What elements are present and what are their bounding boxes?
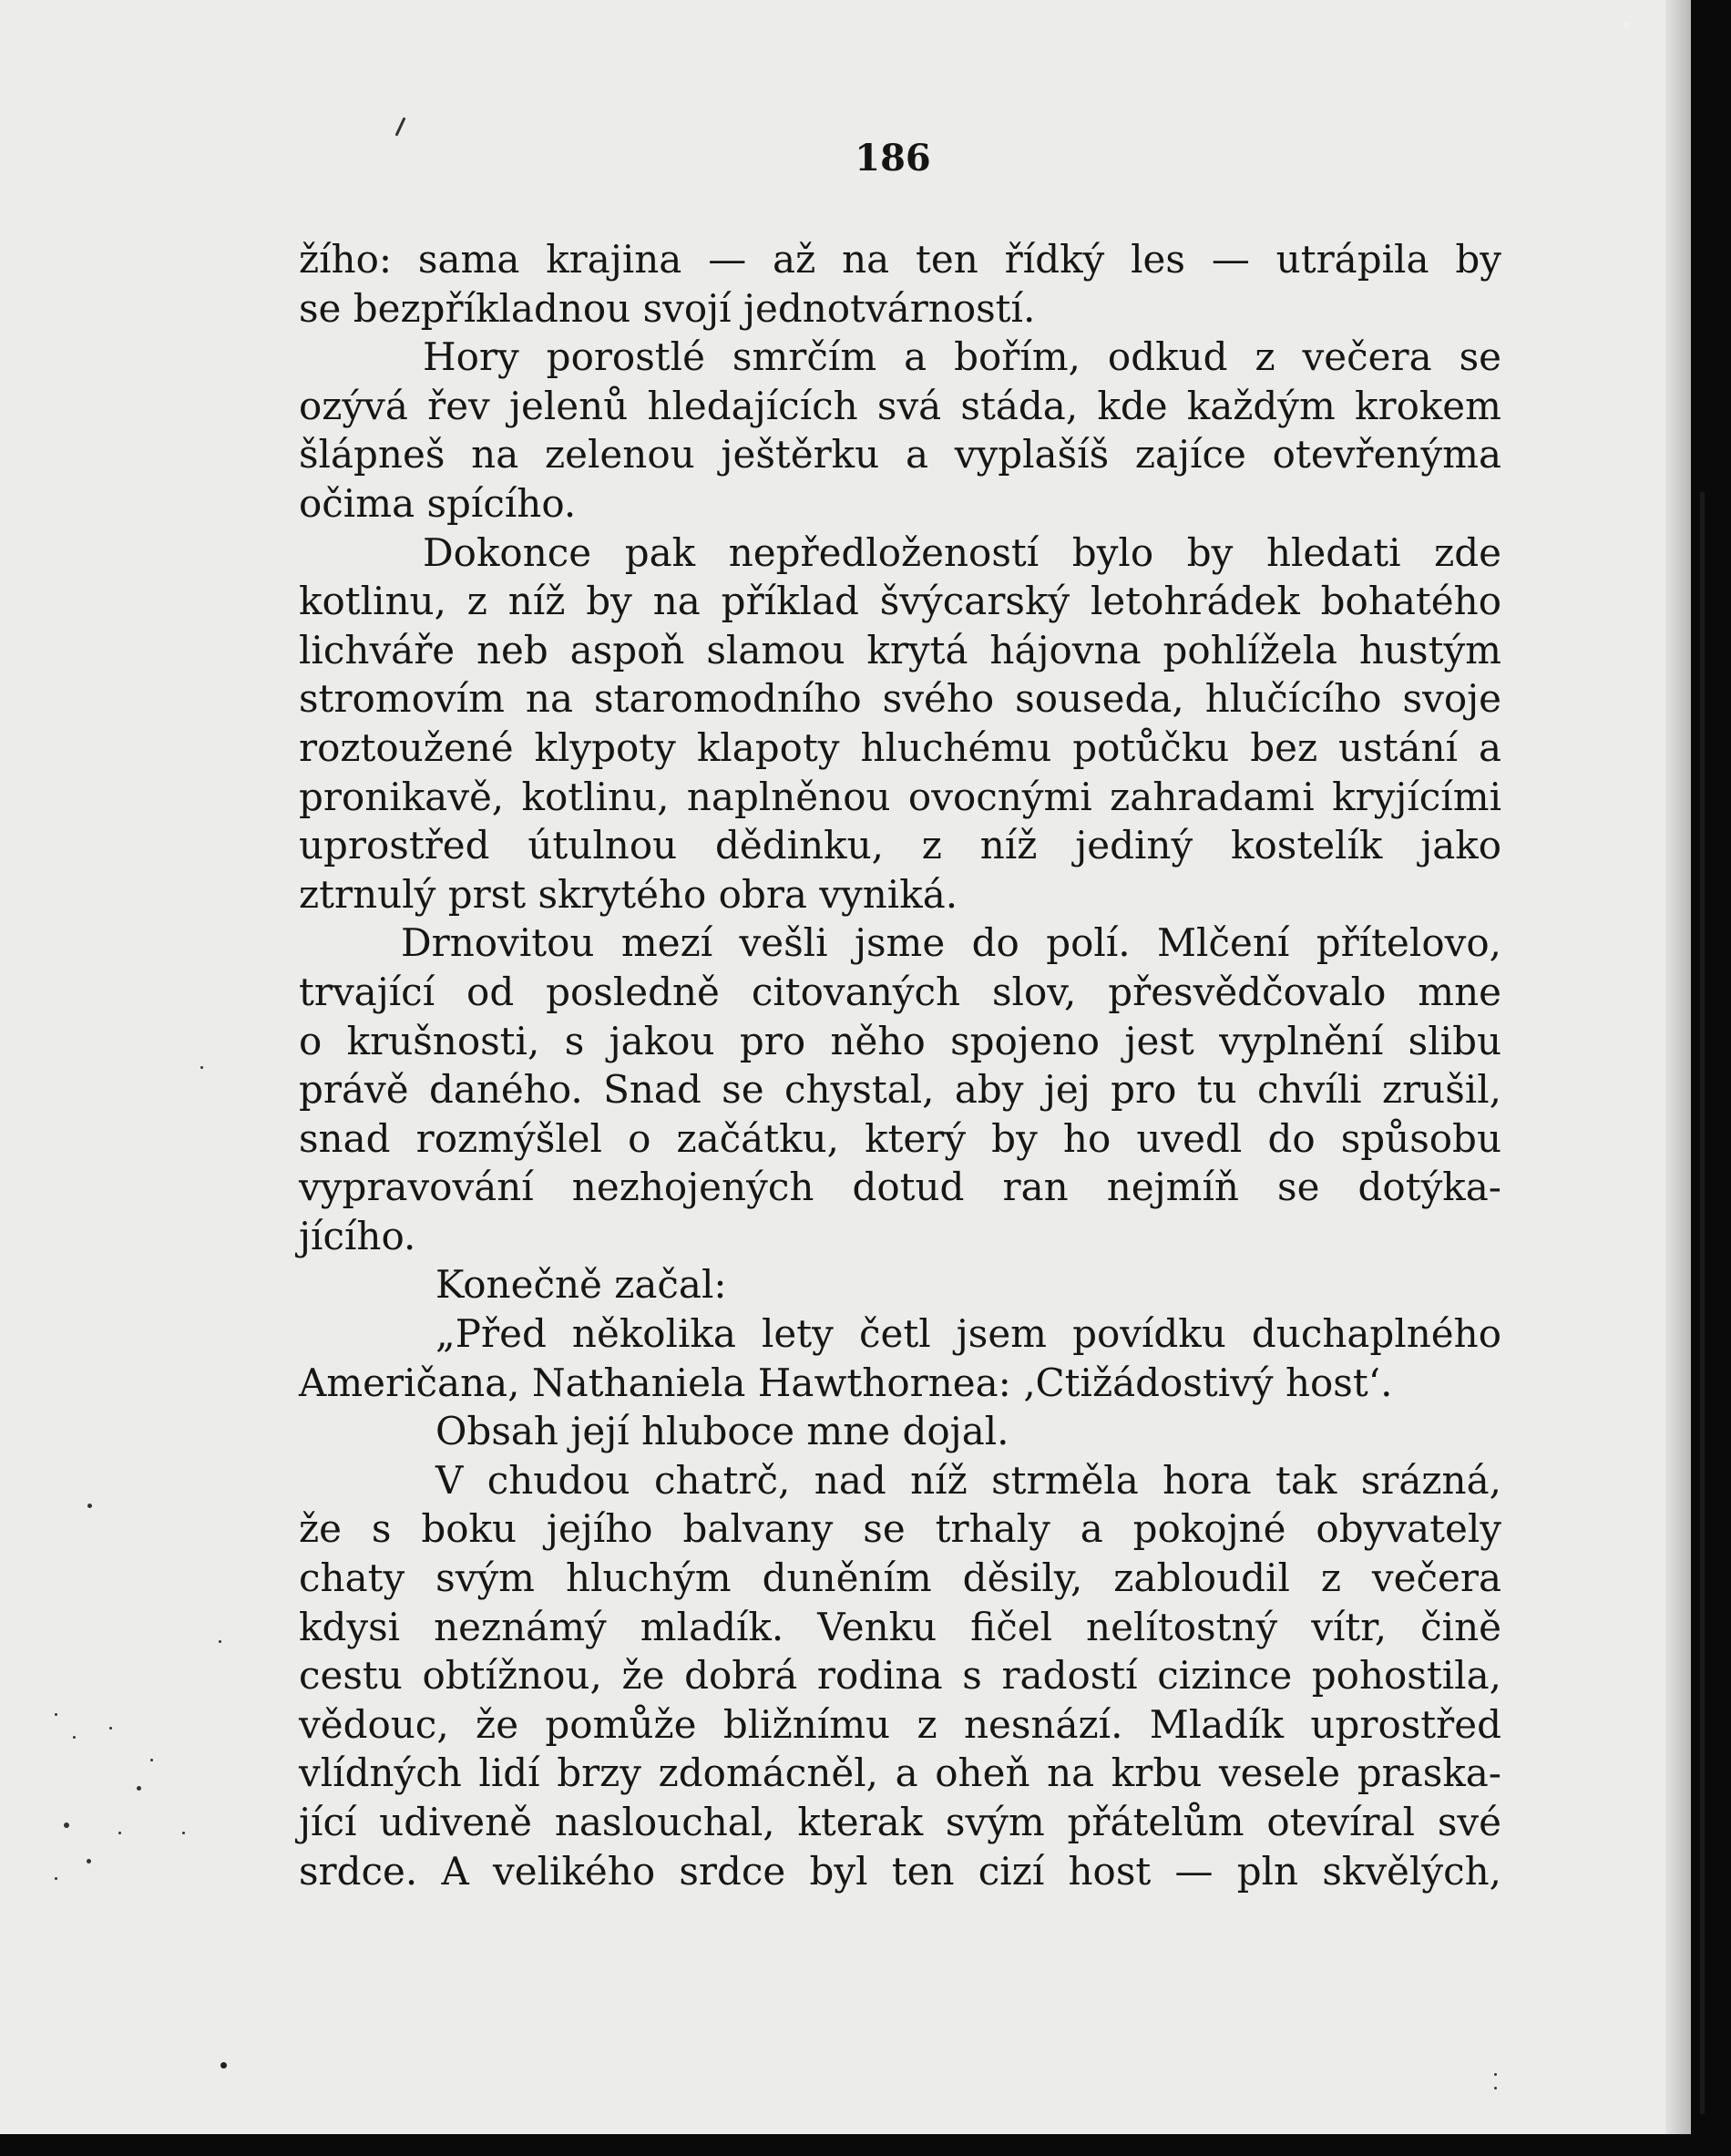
text-line: Obsah její hluboce mne dojal.	[435, 1409, 1009, 1454]
text-line: šlápneš na zelenou ještěrku a vyplašíš zajíce otevřenýma	[299, 432, 1501, 477]
paragraph	[299, 919, 1501, 1260]
ink-speck	[64, 1822, 69, 1828]
text-line: právě daného. Snad se chystal, aby jej pro tu chvíli zrušil,	[299, 1067, 1501, 1113]
ink-speck	[1494, 2087, 1497, 2089]
ink-speck	[182, 1832, 185, 1834]
text-line: Konečně začal:	[435, 1262, 727, 1308]
page-edge-shadow	[1665, 0, 1691, 2134]
scan-border-dot	[1623, 22, 1630, 28]
paragraph	[299, 235, 1501, 333]
ink-speck	[200, 1066, 203, 1069]
text-line: žího: sama krajina — až na ten řídký les — utrápila by	[299, 237, 1501, 282]
text-line: Drnovitou mezí vešli jsme do polí. Mlčení přítelovo,	[401, 920, 1501, 966]
paragraph	[299, 1456, 1501, 1895]
text-line: se bezpříkladnou svojí jednotvárností.	[299, 285, 1036, 331]
text-line: pronikavě, kotlinu, naplněnou ovocnými zahradami kryjícími	[299, 774, 1501, 819]
text-line: vypravování nezhojených dotud ran nejmíň se dotýka-	[299, 1165, 1501, 1210]
paragraph	[299, 1309, 1501, 1407]
text-line: jícího.	[299, 1213, 416, 1258]
text-line: cestu obtížnou, že dobrá rodina s radostí cizince pohostila,	[299, 1653, 1501, 1699]
paragraph	[299, 1407, 1501, 1456]
ink-speck	[109, 1727, 112, 1730]
ink-speck	[73, 1736, 76, 1739]
ink-speck	[87, 1504, 92, 1508]
text-line: kotlinu, z níž by na příklad švýcarský letohrádek bohatého	[299, 579, 1501, 624]
scan-border-line	[1700, 492, 1705, 2114]
text-line: ozývá řev jelenů hledajících svá stáda, kde každým krokem	[299, 383, 1501, 428]
ink-speck	[219, 1640, 221, 1643]
text-line: uprostřed útulnou dědinku, z níž jediný kostelík jako	[299, 823, 1501, 868]
text-line: roztoužené klypoty klapoty hluchému potůčku bez ustání a	[299, 724, 1501, 770]
text-line: vědouc, že pomůže bližnímu z nesnází. Mladík uprostřed	[299, 1701, 1501, 1747]
text-line: vlídných lidí brzy zdomácněl, a oheň na krbu vesele praska-	[299, 1750, 1501, 1796]
text-line: Dokonce pak nepředložeností bylo by hledati zde	[423, 529, 1501, 575]
text-line: V chudou chatrč, nad níž strměla hora tak srázná,	[435, 1457, 1501, 1503]
text-line: že s boku jejího balvany se trhaly a pokojné obyvately	[299, 1506, 1501, 1552]
text-line: ztrnulý prst skrytého obra vyniká.	[299, 871, 958, 917]
text-line: lichváře neb aspoň slamou krytá hájovna pohlížela hustým	[299, 627, 1501, 672]
text-line: chaty svým hluchým duněním děsily, zabloudil z večera	[299, 1555, 1501, 1601]
text-line: očima spícího.	[299, 480, 577, 526]
body-text	[299, 235, 1501, 1895]
text-line: jící udiveně naslouchal, kterak svým přátelům otevíral své	[299, 1800, 1501, 1844]
text-line: snad rozmýšlel o začátku, který by ho uvedl do spůsobu	[299, 1115, 1501, 1161]
ink-speck	[150, 1759, 153, 1761]
text-line: o krušnosti, s jakou pro něho spojeno jest vyplnění slibu	[299, 1018, 1501, 1063]
paragraph	[299, 333, 1501, 528]
text-line: stromovím na staromodního svého souseda, hlučícího svoje	[299, 676, 1501, 722]
paragraph	[299, 529, 1501, 919]
pencil-mark	[394, 117, 405, 136]
text-line: srdce. A velikého srdce byl ten cizí host — pln skvělých,	[299, 1848, 1501, 1894]
ink-speck	[87, 1859, 91, 1863]
ink-speck	[1494, 2073, 1497, 2076]
text-line: Američana, Nathaniela Hawthornea: ‚Ctižádostivý host‘.	[299, 1360, 1393, 1405]
text-line: trvající od posledně citovaných slov, přesvědčovalo mne	[299, 969, 1501, 1014]
page-number: 186	[855, 137, 931, 180]
text-line: Hory porostlé smrčím a bořím, odkud z večera se	[423, 334, 1501, 380]
ink-speck	[137, 1786, 141, 1791]
ink-speck	[55, 1877, 57, 1880]
paragraph	[299, 1260, 1501, 1309]
ink-speck	[118, 1832, 121, 1834]
text-line: kdysi neznámý mladík. Venku fičel nelítostný vítr, čině	[299, 1604, 1501, 1649]
text-line: „Před několika lety četl jsem povídku duchaplného	[435, 1311, 1501, 1357]
ink-speck	[55, 1713, 57, 1716]
ink-dot	[220, 2062, 227, 2069]
